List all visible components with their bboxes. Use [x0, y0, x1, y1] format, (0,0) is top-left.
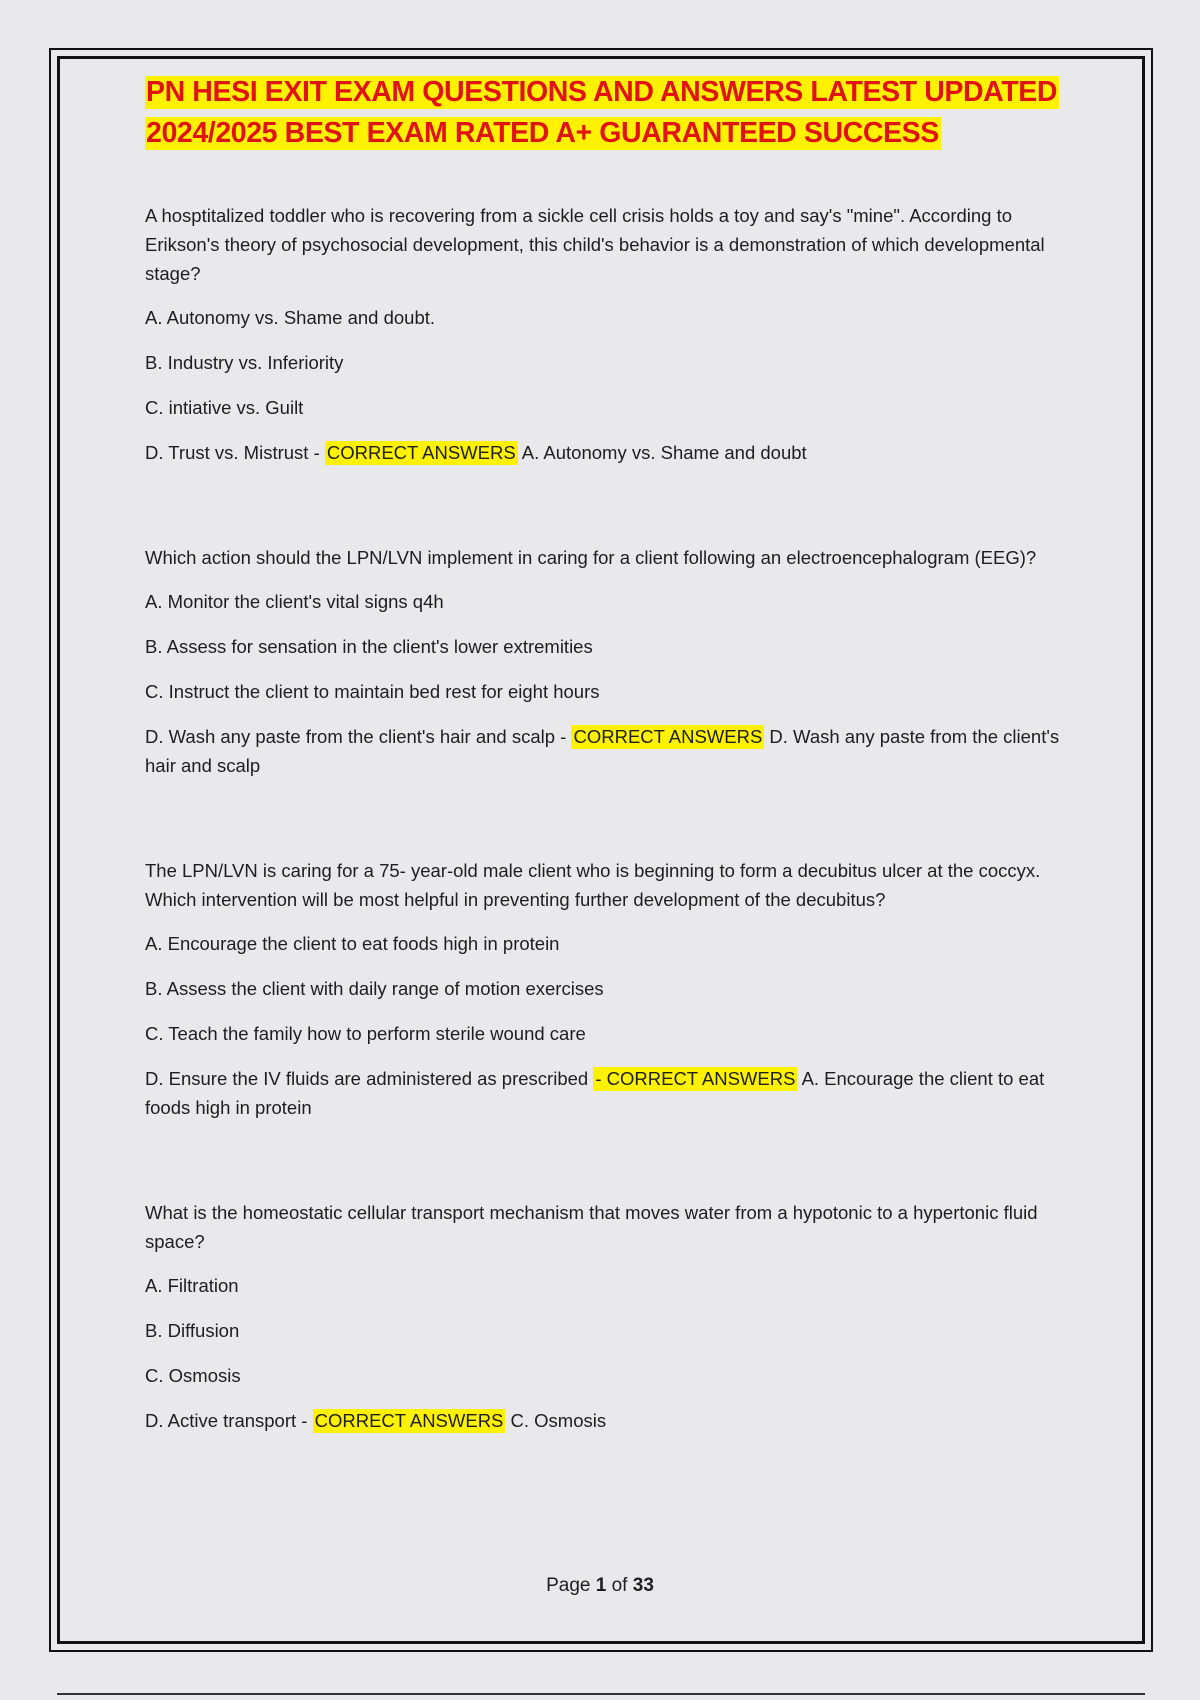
option-b: B. Diffusion [145, 1320, 240, 1341]
option-c: C. Instruct the client to maintain bed rest for eight hours [145, 681, 600, 702]
option-a: A. Filtration [145, 1275, 239, 1296]
correct-answers-marker: CORRECT ANSWERS [326, 442, 516, 463]
option-b: B. Industry vs. Inferiority [145, 352, 344, 373]
option-a: A. Autonomy vs. Shame and doubt. [145, 307, 436, 328]
option-a: A. Encourage the client to eat foods high in protein [145, 933, 560, 954]
option-c: C. intiative vs. Guilt [145, 397, 304, 418]
question-text: The LPN/LVN is caring for a 75- year-old male client who is beginning to form a decubitus ulcer at the coccyx. Which intervention will be most helpful in preventing further development of the decubitus? [145, 860, 1041, 910]
option-c: C. Teach the family how to perform sterile wound care [145, 1023, 586, 1044]
document-title [145, 72, 1065, 154]
answer-text: C. Osmosis [510, 1410, 607, 1431]
question-block-4 [145, 1198, 1065, 1435]
correct-answers-marker: CORRECT ANSWERS [573, 726, 763, 747]
title-line-2: 2024/2025 BEST EXAM RATED A+ GUARANTEED SUCCESS [146, 117, 939, 149]
option-d-with-answer [145, 1064, 1065, 1122]
document-content [145, 72, 1065, 1435]
question-text: Which action should the LPN/LVN implement in caring for a client following an electroencephalogram (EEG)? [145, 547, 1037, 568]
current-page: 1 [595, 1575, 607, 1596]
bottom-rule [57, 1693, 1145, 1695]
question-text: What is the homeostatic cellular transport mechanism that moves water from a hypotonic to a hypertonic fluid space? [145, 1202, 1038, 1252]
option-b: B. Assess for sensation in the client's lower extremities [145, 636, 593, 657]
option-a: A. Monitor the client's vital signs q4h [145, 591, 444, 612]
answer-text: D. Wash any paste from the client's hair and scalp [145, 726, 1060, 776]
correct-answers-label: CORRECT ANSWERS [606, 1068, 796, 1089]
option-d: D. Wash any paste from the client's hair and scalp - [145, 726, 572, 747]
title-line-1: PN HESI EXIT EXAM QUESTIONS AND ANSWERS LATEST UPDATED [146, 76, 1058, 108]
question-block-1 [145, 201, 1065, 467]
answer-prefix: - [595, 1068, 607, 1089]
option-d-with-answer [145, 438, 1065, 467]
option-d-with-answer [145, 1406, 1065, 1435]
option-d: D. Active transport - [145, 1410, 313, 1431]
option-d-with-answer [145, 722, 1065, 780]
question-block-3 [145, 856, 1065, 1122]
option-d: D. Ensure the IV fluids are administered as prescribed [145, 1068, 594, 1089]
option-d: D. Trust vs. Mistrust - [145, 442, 325, 463]
of-label: of [611, 1575, 628, 1596]
correct-answers-marker: CORRECT ANSWERS [314, 1410, 504, 1431]
page-number [0, 1575, 1200, 1597]
correct-answers-marker [593, 1067, 797, 1091]
option-c: C. Osmosis [145, 1365, 241, 1386]
question-block-2 [145, 543, 1065, 780]
total-pages: 33 [632, 1575, 654, 1596]
page-label: Page [546, 1575, 591, 1596]
question-text: A hosptitalized toddler who is recovering from a sickle cell crisis holds a toy and say's "mine". According to Erikson's theory of psychosocial development, this child's behavior is a demonstration of which developmental stage? [145, 205, 1045, 284]
option-b: B. Assess the client with daily range of motion exercises [145, 978, 604, 999]
answer-text: A. Encourage the client to eat foods high in protein [145, 1068, 1045, 1118]
answer-text: A. Autonomy vs. Shame and doubt [521, 442, 807, 463]
